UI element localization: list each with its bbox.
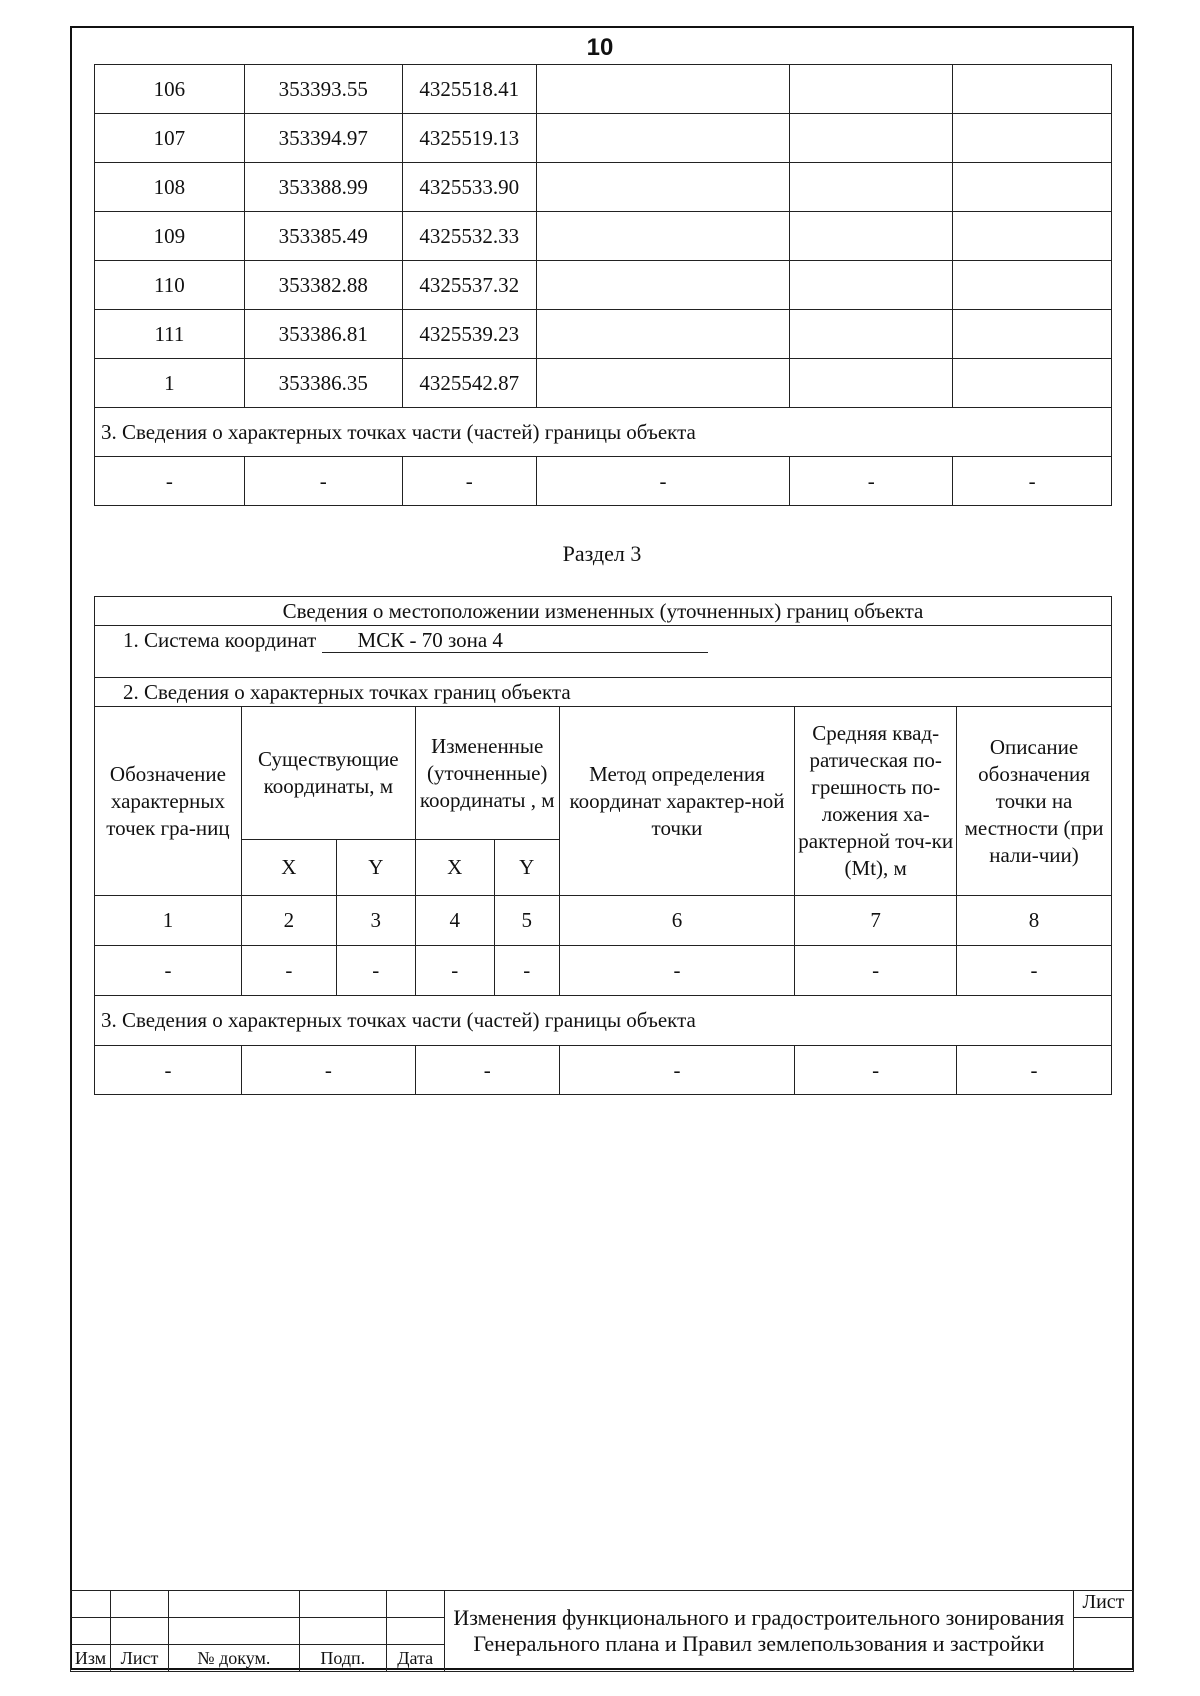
stamp-col-sign: Подп. (299, 1645, 386, 1672)
x-coord-cell: 353385.49 (244, 212, 402, 261)
header-changed-x: X (415, 840, 494, 896)
cell: - (559, 1046, 795, 1095)
empty-cell (790, 310, 953, 359)
header-changed-y: Y (494, 840, 559, 896)
cell: 4 (415, 896, 494, 946)
empty-cell (953, 163, 1112, 212)
section-title: Раздел 3 (562, 541, 642, 566)
point-id-cell: 111 (95, 310, 245, 359)
empty-cell (790, 359, 953, 408)
table-row (95, 310, 1112, 359)
table-row (95, 65, 1112, 114)
empty-cell (536, 163, 790, 212)
cell: - (241, 946, 336, 996)
cell: - (95, 1046, 242, 1095)
x-coord-cell: 353386.35 (244, 359, 402, 408)
header-existing-coords: Существующие координаты, м (241, 707, 415, 840)
cell: - (336, 946, 415, 996)
sheet-number-cell (1073, 1618, 1133, 1672)
empty-cell (790, 163, 953, 212)
empty-cell (790, 65, 953, 114)
y-coord-cell: 4325532.33 (402, 212, 536, 261)
cell: - (957, 1046, 1112, 1095)
point-id-cell: 109 (95, 212, 245, 261)
cell: - (953, 457, 1112, 506)
sheet-label: Лист (1073, 1591, 1133, 1618)
part-heading: 3. Сведения о характерных точках части (частей) границы объекта (95, 996, 1112, 1046)
cell: - (95, 457, 245, 506)
point-id-cell: 110 (95, 261, 245, 310)
empty-cell (953, 310, 1112, 359)
table-row (95, 359, 1112, 408)
y-coord-cell: 4325537.32 (402, 261, 536, 310)
stamp-col-izm: Изм (71, 1645, 111, 1672)
x-coord-cell: 353393.55 (244, 65, 402, 114)
cell: - (559, 946, 795, 996)
point-id-cell: 108 (95, 163, 245, 212)
stamp-col-doc: № докум. (168, 1645, 299, 1672)
point-id-cell: 1 (95, 359, 245, 408)
empty-cell (790, 114, 953, 163)
table-row (95, 212, 1112, 261)
cell: 3 (336, 896, 415, 946)
cell: 2 (241, 896, 336, 946)
coordinate-system-row (95, 626, 1112, 678)
point-id-cell: 107 (95, 114, 245, 163)
cell: 7 (795, 896, 957, 946)
cell: - (795, 1046, 957, 1095)
y-coord-cell: 4325539.23 (402, 310, 536, 359)
x-coord-cell: 353394.97 (244, 114, 402, 163)
header-description: Описание обозначения точки на местности (при нали-чии) (957, 707, 1112, 896)
cell: - (790, 457, 953, 506)
points-heading: 2. Сведения о характерных точках границ объекта (95, 678, 1112, 707)
table-caption: Сведения о местоположении измененных (уточненных) границ объекта (95, 597, 1112, 626)
coordinate-system-label: 1. Система координат (123, 628, 317, 652)
cell: - (795, 946, 957, 996)
cell: - (957, 946, 1112, 996)
empty-cell (536, 65, 790, 114)
cell: - (241, 1046, 415, 1095)
empty-cell (790, 212, 953, 261)
cell: - (494, 946, 559, 996)
empty-cell (953, 359, 1112, 408)
header-existing-x: X (241, 840, 336, 896)
empty-cell (536, 359, 790, 408)
cell: - (402, 457, 536, 506)
empty-cell (953, 114, 1112, 163)
y-coord-cell: 4325519.13 (402, 114, 536, 163)
empty-cell (790, 261, 953, 310)
page-number: 10 (586, 34, 614, 61)
column-numbers-row (95, 896, 1112, 946)
part-row (95, 457, 1112, 506)
x-coord-cell: 353386.81 (244, 310, 402, 359)
table-row (95, 261, 1112, 310)
y-coord-cell: 4325533.90 (402, 163, 536, 212)
cell: 1 (95, 896, 242, 946)
empty-cell (536, 114, 790, 163)
empty-cell (536, 212, 790, 261)
changed-boundaries-table (94, 596, 1112, 1095)
header-existing-y: Y (336, 840, 415, 896)
cell: - (95, 946, 242, 996)
empty-cell (536, 261, 790, 310)
coordinates-table-continued (94, 64, 1112, 506)
table-row (95, 163, 1112, 212)
stamp-col-date: Дата (386, 1645, 444, 1672)
x-coord-cell: 353382.88 (244, 261, 402, 310)
empty-cell (953, 261, 1112, 310)
header-error: Средняя квад-ратическая по-грешность по-ложения ха-рактерной точ-ки (Mt), м (795, 707, 957, 896)
header-changed-coords: Измененные (уточненные) координаты , м (415, 707, 559, 840)
part-heading: 3. Сведения о характерных точках части (частей) границы объекта (95, 408, 1112, 457)
x-coord-cell: 353388.99 (244, 163, 402, 212)
y-coord-cell: 4325518.41 (402, 65, 536, 114)
y-coord-cell: 4325542.87 (402, 359, 536, 408)
part-row (95, 1046, 1112, 1095)
cell: - (536, 457, 790, 506)
coordinate-system-value: МСК - 70 зона 4 (322, 628, 708, 653)
table-row (95, 946, 1112, 996)
cell: - (415, 946, 494, 996)
header-method: Метод определения координат характер-ной точки (559, 707, 795, 896)
empty-cell (953, 212, 1112, 261)
header-designation: Обозначение характерных точек гра-ниц (95, 707, 242, 896)
table-row (95, 114, 1112, 163)
cell: - (244, 457, 402, 506)
cell: 6 (559, 896, 795, 946)
empty-cell (953, 65, 1112, 114)
cell: 5 (494, 896, 559, 946)
title-block (70, 1590, 1134, 1672)
document-title: Изменения функционального и градостроительного зонирования Генерального плана и Правил землепользования и застройки (444, 1591, 1073, 1672)
cell: - (415, 1046, 559, 1095)
stamp-col-list: Лист (110, 1645, 168, 1672)
cell: 8 (957, 896, 1112, 946)
empty-cell (536, 310, 790, 359)
point-id-cell: 106 (95, 65, 245, 114)
